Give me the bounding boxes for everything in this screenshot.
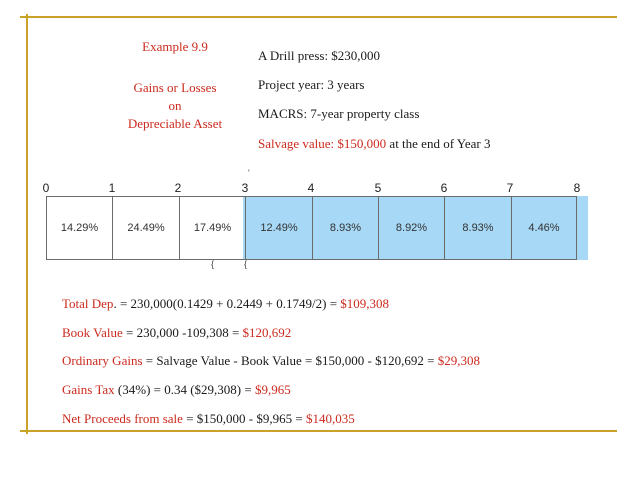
rate-cell: 8.93% [313, 197, 379, 259]
calc-gains-tax [62, 382, 291, 398]
tick-label: 7 [506, 181, 514, 195]
rate-cell: 24.49% [113, 197, 180, 259]
tick-label: 6 [440, 181, 448, 195]
salvage-label: Salvage value: $150,000 [258, 136, 387, 151]
salvage-value [258, 136, 491, 152]
project-year: Project year: 3 years [258, 77, 365, 92]
heading-line-2: on [168, 98, 182, 113]
calc-total-depreciation [62, 296, 389, 312]
macrs-class: MACRS: 7-year property class [258, 106, 420, 121]
tick-label: 4 [307, 181, 315, 195]
rate-cells [46, 196, 577, 260]
example-title: Example 9.9 [142, 39, 208, 54]
calc-result: $29,308 [437, 353, 480, 368]
calc-expression: = $150,000 - $9,965 = [182, 411, 306, 426]
calc-label: Gains Tax [62, 382, 115, 397]
calc-net-proceeds [62, 411, 355, 427]
calc-result: $109,308 [340, 296, 390, 311]
rate-cell: 12.49% [246, 197, 313, 259]
calc-label: Total Dep [62, 296, 114, 311]
tick-label: 1 [108, 181, 116, 195]
slide-frame-left [26, 14, 28, 434]
slide-frame-top [20, 16, 617, 18]
calc-expression: = 230,000 -109,308 = [122, 325, 243, 340]
rate-cell: 8.93% [445, 197, 512, 259]
calc-result: $140,035 [305, 411, 355, 426]
salvage-rest: at the end of Year 3 [386, 136, 491, 151]
timeline-mark: { [244, 259, 248, 269]
rate-cell: 8.92% [379, 197, 445, 259]
calc-expression: (34%) = 0.34 ($29,308) = [114, 382, 255, 397]
calc-book-value [62, 325, 291, 341]
slide-frame-bottom [20, 430, 617, 432]
drill-press-cost: A Drill press: $230,000 [258, 48, 381, 63]
calc-expression: . = 230,000(0.1429 + 0.2449 + 0.1749/2) = [113, 296, 341, 311]
example-heading [110, 38, 240, 148]
calc-label: Book Value [62, 325, 123, 340]
calc-ordinary-gains [62, 353, 480, 369]
heading-line-3: Depreciable Asset [127, 116, 223, 131]
calc-label: Net Proceeds from sale [62, 411, 183, 426]
calc-expression: = Salvage Value - Book Value = $150,000 - $120,692 = [142, 353, 438, 368]
calc-label: Ordinary Gains [62, 353, 143, 368]
timeline-mark: ' [248, 168, 250, 178]
rate-cell: 4.46% [528, 222, 560, 234]
tick-label: 2 [174, 181, 182, 195]
calc-result: $120,692 [242, 325, 292, 340]
timeline-mark: { [211, 259, 215, 269]
tick-label: 3 [241, 181, 249, 195]
tick-label: 8 [573, 181, 581, 195]
rate-cell: 14.29% [47, 197, 113, 259]
heading-line-1: Gains or Losses [133, 80, 217, 95]
rate-cell: 17.49% [180, 197, 246, 259]
tick-label: 5 [374, 181, 382, 195]
tick-label: 0 [42, 181, 50, 195]
macrs-timeline [46, 196, 577, 260]
calc-result: $9,965 [254, 382, 291, 397]
